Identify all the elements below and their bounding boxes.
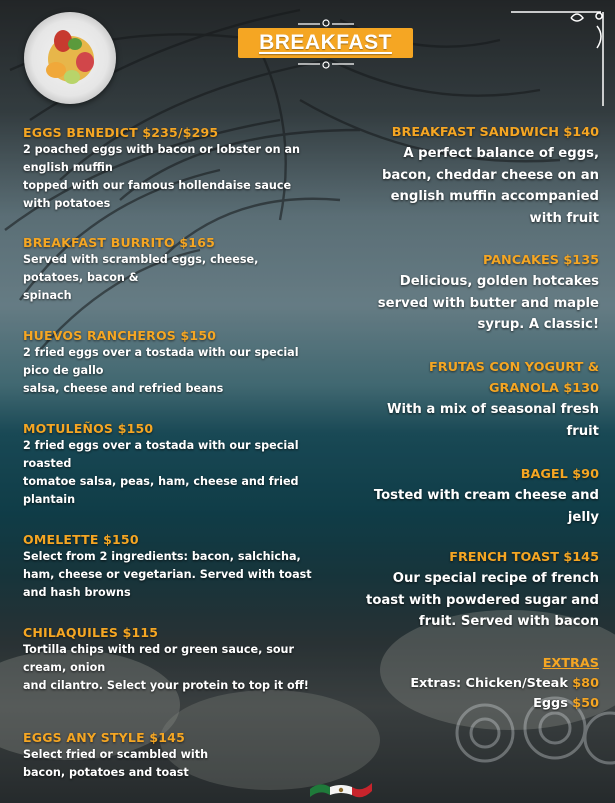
extras-price: $50	[572, 696, 599, 711]
menu-item	[23, 124, 313, 213]
top-ornament-icon	[296, 18, 356, 28]
item-name: EGGS ANY STYLE $145	[23, 730, 185, 745]
menu-item	[359, 250, 599, 336]
corner-ornament-icon	[509, 6, 609, 106]
item-name: FRENCH TOAST $145	[449, 550, 599, 565]
mexican-flag-icon	[308, 779, 374, 799]
item-description: With a mix of seasonal fresh fruit	[386, 402, 599, 439]
menu-item	[359, 357, 599, 442]
item-name: CHILAQUILES $115	[23, 625, 159, 640]
item-description: Select from 2 ingredients: bacon, salchicha, ham, cheese or vegetarian. Served with toast and hash browns	[23, 550, 312, 599]
menu-item	[23, 420, 313, 509]
menu-item	[359, 547, 599, 633]
extras-title: EXTRAS	[542, 656, 599, 671]
menu-item	[23, 234, 313, 305]
item-description: Tosted with cream cheese and jelly	[373, 488, 599, 525]
extras-price: $80	[572, 676, 599, 691]
menu-item	[359, 122, 599, 229]
extras-label: Extras: Chicken/Steak	[410, 676, 573, 691]
item-description: Delicious, golden hotcakes served with butter and maple syrup. A classic!	[377, 274, 599, 332]
item-description: 2 poached eggs with bacon or lobster on an english muffin topped with our famous hollendaise sauce with potatoes	[23, 143, 300, 210]
extras-section	[410, 654, 599, 714]
page-title: BREAKFAST	[259, 31, 392, 54]
item-description: A perfect balance of eggs, bacon, cheddar cheese on an english muffin accompanied with fruit	[381, 146, 599, 226]
extras-label: Eggs	[533, 696, 573, 711]
item-description: 2 fried eggs over a tostada with our special roasted tomatoe salsa, peas, ham, cheese and fried plantain	[23, 439, 299, 506]
item-name: BAGEL $90	[520, 467, 599, 482]
extras-line	[410, 694, 599, 714]
menu-item	[23, 531, 313, 602]
header-banner	[238, 28, 413, 58]
item-name: BREAKFAST BURRITO $165	[23, 235, 215, 250]
item-name: BREAKFAST SANDWICH $140	[391, 125, 599, 140]
menu-item	[23, 327, 313, 398]
item-name: OMELETTE $150	[23, 532, 139, 547]
item-name: EGGS BENEDICT $235/$295	[23, 125, 219, 140]
extras-line	[410, 674, 599, 694]
item-name: MOTULEÑOS $150	[23, 421, 154, 436]
menu-item	[23, 624, 313, 695]
item-description: Our special recipe of french toast with powdered sugar and fruit. Served with bacon	[366, 571, 599, 629]
menu-item	[359, 464, 599, 528]
item-name: HUEVOS RANCHEROS $150	[23, 328, 217, 343]
menu-item	[23, 729, 313, 782]
breakfast-plate-photo	[24, 12, 116, 104]
item-description: Select fried or scambled with bacon, potatoes and toast	[23, 748, 209, 779]
item-description: Served with scrambled eggs, cheese, potatoes, bacon & spinach	[23, 253, 259, 302]
bottom-ornament-icon	[296, 60, 356, 70]
item-name: PANCAKES $135	[482, 253, 599, 268]
item-description: 2 fried eggs over a tostada with our special pico de gallo salsa, cheese and refried beans	[23, 346, 299, 395]
item-name: FRUTAS CON YOGURT & GRANOLA $130	[429, 360, 599, 396]
item-description: Tortilla chips with red or green sauce, sour cream, onion and cilantro. Select your protein to top it off!	[23, 643, 309, 692]
